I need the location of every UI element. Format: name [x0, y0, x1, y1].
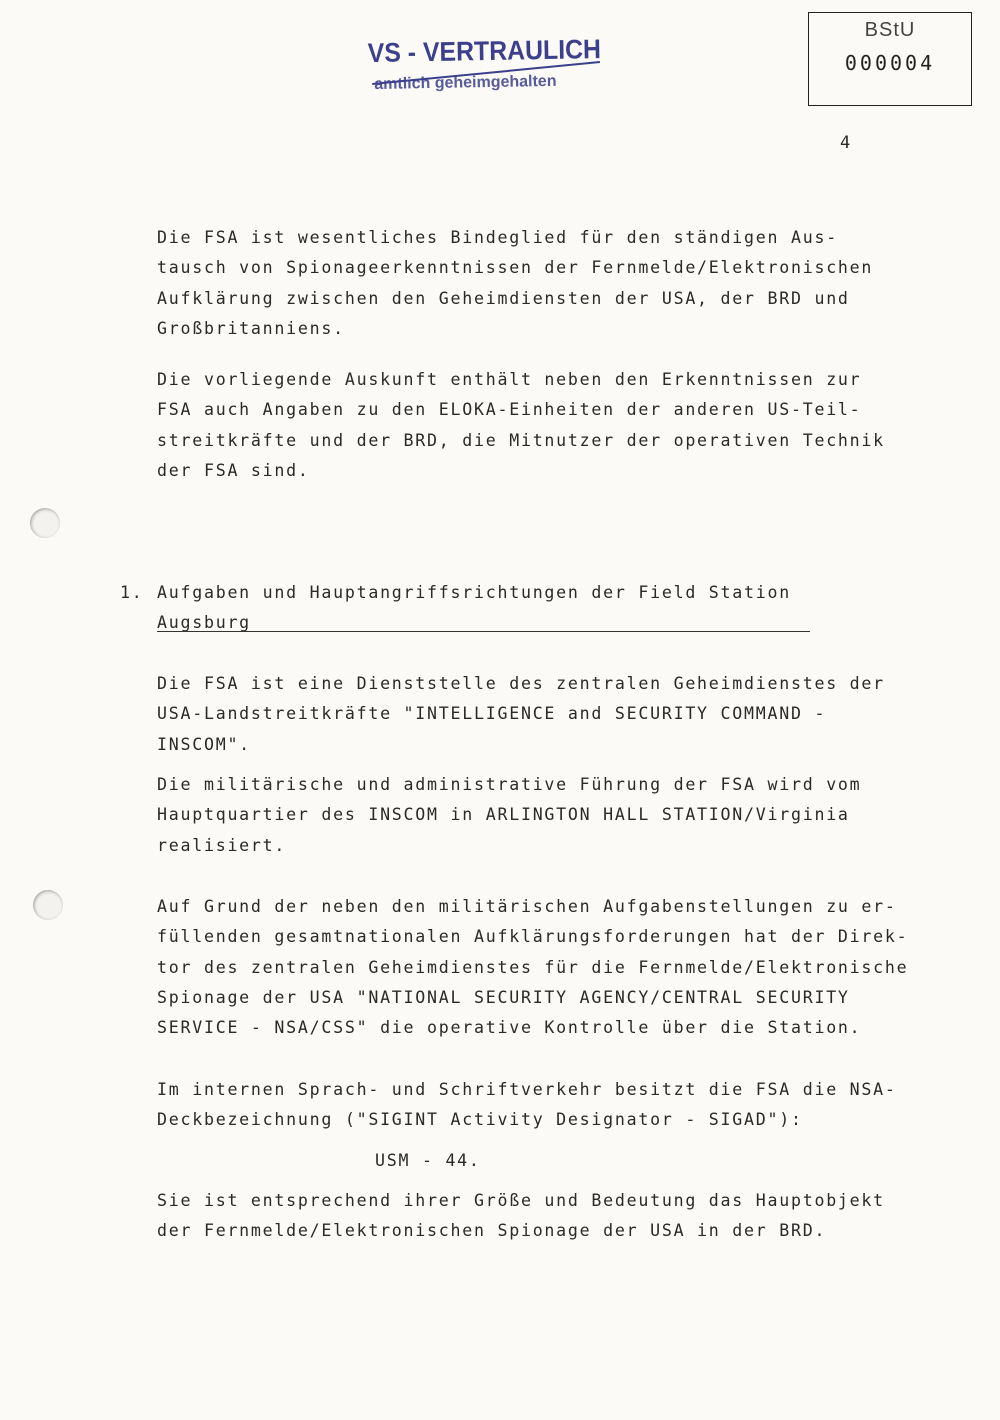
stamp-sub-text: amtlich geheimgehalten [374, 72, 557, 93]
paragraph-fsa-definition: Die FSA ist eine Dienststelle des zentralen Geheimdienstes der USA-Landstreitkräfte "INTELLIGENCE and SECURITY COMMAND - INSCOM". [157, 674, 885, 754]
sigad-designator: USM - 44. [375, 1151, 481, 1170]
punch-hole-top [30, 508, 60, 538]
paragraph-intro-2: Die vorliegende Auskunft enthält neben den Erkenntnissen zur FSA auch Angaben zu den ELOKA-Einheiten der anderen US-Teil- streitkräfte und der BRD, die Mitnutzer der operativen Technik der FSA sind. [157, 370, 885, 480]
page-number: 4 [840, 133, 851, 153]
paragraph-sigad: Im internen Sprach- und Schriftverkehr besitzt die FSA die NSA- Deckbezeichnung ("SIGINT Activity Designator - SIGAD"): [157, 1080, 897, 1130]
paragraph-leadership: Die militärische und administrative Führung der FSA wird vom Hauptquartier des INSCOM in ARLINGTON HALL STATION/Virginia realisiert. [157, 775, 862, 855]
paragraph-nsa-control: Auf Grund der neben den militärischen Aufgabenstellungen zu er- füllenden gesamtnationalen Aufklärungsforderungen hat der Direk- tor des zentralen Geheimdienstes für die Fernmelde/Elektronische Spionage der USA "NATIONAL SECURITY AGENCY/CENTRAL SECURITY SERVICE - NSA/CSS" die operative Kontrolle über die Station. [157, 897, 909, 1038]
section-heading: Aufgaben und Hauptangriffsrichtungen der Field Station Augsburg [157, 583, 791, 633]
stamp-main-text: VS - VERTRAULICH [367, 34, 602, 69]
classification-stamp [367, 34, 608, 100]
stamp-strike-line [367, 34, 608, 100]
section-number: 1. [120, 583, 144, 602]
section-heading-underline [157, 631, 810, 632]
archive-label: BStU [864, 19, 916, 41]
paragraph-main-object: Sie ist entsprechend ihrer Größe und Bedeutung das Hauptobjekt der Fernmelde/Elektronischen Spionage der USA in der BRD. [157, 1191, 885, 1241]
archive-box [808, 12, 972, 106]
paragraph-intro-1: Die FSA ist wesentliches Bindeglied für den ständigen Aus- tausch von Spionageerkenntnissen der Fernmelde/Elektronischen Aufklärung zwischen den Geheimdiensten der USA, der BRD und Großbritanniens. [157, 228, 874, 338]
archive-number: 000004 [844, 51, 936, 75]
punch-hole-bottom [33, 890, 63, 920]
